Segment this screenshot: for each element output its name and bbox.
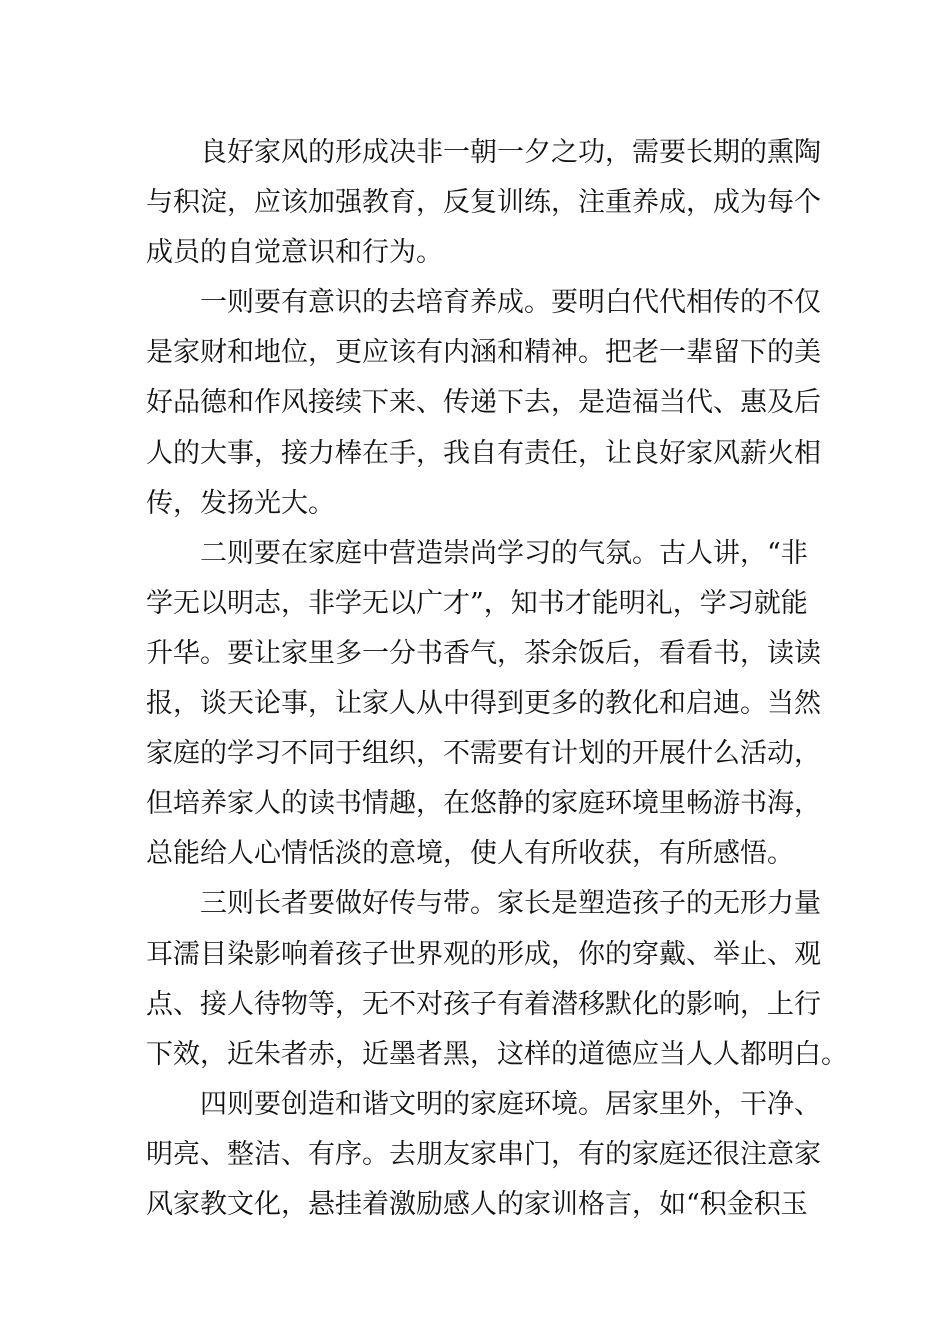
text-line: 好品德和作风接续下来、传递下去，是造福当代、惠及后	[146, 387, 821, 419]
text-line: 点、接人待物等，无不对孩子有着潜移默化的影响，上行	[146, 988, 821, 1020]
paragraph-5	[146, 1080, 821, 1230]
text-line: 耳濡目染影响着孩子世界观的形成，你的穿戴、举止、观	[146, 938, 821, 970]
paragraph-4	[146, 879, 848, 1079]
text-line: 风家教文化，悬挂着激励感人的家训格言，如“积金积玉	[146, 1188, 808, 1220]
text-line: 是家财和地位，更应该有内涵和精神。把老一辈留下的美	[146, 337, 821, 369]
text-line: 总能给人心情恬淡的意境，使人有所收获，有所感悟。	[146, 838, 794, 870]
text-line: 四则要创造和谐文明的家庭环境。居家里外，干净、	[200, 1088, 821, 1120]
paragraph-1	[146, 128, 821, 278]
text-line: 传，发扬光大。	[146, 487, 335, 519]
text-line: 三则长者要做好传与带。家长是塑造孩子的无形力量	[200, 888, 821, 920]
text-line: 良好家风的形成决非一朝一夕之功，需要长期的熏陶	[200, 137, 821, 168]
paragraph-2	[146, 278, 821, 528]
text-line: 学无以明志，非学无以广才”，知书才能明礼，学习就能	[146, 587, 808, 619]
text-line: 家庭的学习不同于组织，不需要有计划的开展什么活动，	[146, 738, 821, 770]
text-line: 成员的自觉意识和行为。	[146, 237, 443, 269]
text-line: 但培养家人的读书情趣，在悠静的家庭环境里畅游书海，	[146, 788, 821, 820]
text-line: 人的大事，接力棒在手，我自有责任，让良好家风薪火相	[146, 437, 821, 469]
text-line: 二则要在家庭中营造崇尚学习的气氛。古人讲，“非	[200, 537, 808, 569]
text-line: 明亮、整洁、有序。去朋友家串门，有的家庭还很注意家	[146, 1138, 821, 1170]
paragraph-3	[146, 529, 821, 880]
text-line: 一则要有意识的去培育养成。要明白代代相传的不仅	[200, 287, 821, 319]
document-body	[146, 128, 848, 1230]
text-line: 升华。要让家里多一分书香气，茶余饭后，看看书，读读	[146, 637, 821, 669]
text-line: 与积淀，应该加强教育，反复训练，注重养成，成为每个	[146, 187, 821, 219]
text-line: 报，谈天论事，让家人从中得到更多的教化和启迪。当然	[146, 688, 821, 720]
text-line: 下效，近朱者赤，近墨者黑，这样的道德应当人人都明白。	[146, 1038, 848, 1070]
